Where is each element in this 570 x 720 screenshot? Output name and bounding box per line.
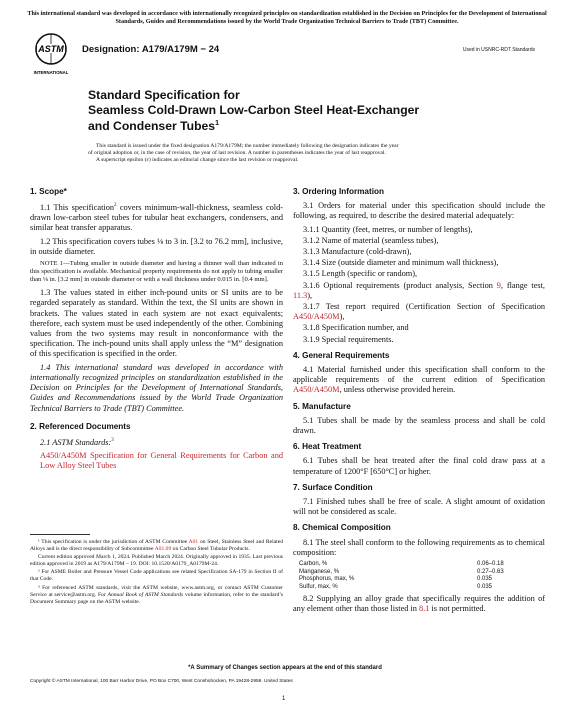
list-item: 3.1.5 Length (specific or random), xyxy=(303,269,418,279)
designation: Designation: A179/A179M − 24 xyxy=(82,44,220,55)
ref-a450-link[interactable]: A450/A450M xyxy=(40,450,87,460)
footnote-1: ¹ This specification is under the jurisdiction of ASTM Committee A01 on Steel, Stainless Steel and Related Alloys and is the direct responsibility of Subcommittee A01.09 on Carbon Steel Tubular Products. xyxy=(30,539,283,553)
para-8-2: 8.2 Supplying an alloy grade that specifically requires the addition of any element other than those listed in 8.1 is not permitted. xyxy=(293,594,545,614)
section-heat-treatment-heading: 6. Heat Treatment xyxy=(293,442,362,452)
section-ordering-heading: 3. Ordering Information xyxy=(293,187,384,196)
para-4-1: 4.1 Material furnished under this specification shall conform to the applicable requirements of the current edition of Specification A450/A450M, unless otherwise provided herein. xyxy=(293,365,545,395)
title-line-2: Seamless Cold-Drawn Low-Carbon Steel Heat-Exchanger xyxy=(88,102,420,117)
footnotes xyxy=(30,539,283,607)
title-line-3: and Condenser Tubes$^1$ xyxy=(88,119,219,134)
section-9-link[interactable]: 9 xyxy=(496,280,501,290)
title-line-1: Standard Specification for xyxy=(88,88,240,102)
para-1-4: 1.4 This international standard was developed in accordance with internationally recognized principles on standardization established in the Decision on Principles for the Development of International Standards, Guides and Recommendations issued by the World Trade Organization Technical Barriers to Trade (TBT) Committee. xyxy=(30,362,283,413)
issuance-note: This standard is issued under the fixed designation A179/A179M; the number immediately following the designation indicates the year of original adoption or, in the case of revision, the year of last revision. A number in parentheses indicates the year of last reapproval. A superscript epsilon (ε) indicates an editorial change since the last revision or reapproval. xyxy=(88,143,399,164)
para-1-3: 1.3 The values stated in either inch-pound units or SI units are to be regarded separately as standard. Within the text, the SI units are shown in brackets. The values stated in each system are not exact equivalents; therefore, each system must be used independently of the other. Combining values from the two systems may result in nonconformance with the specification. The inch-pound units shall apply unless the “M” designation of this specification is specified in the order. xyxy=(30,288,283,359)
table-row: Sulfur, max, % 0.035 xyxy=(299,583,493,590)
used-in-label: Used in USNRC-RDT Standards xyxy=(462,47,535,53)
para-8-1: 8.1 The steel shall conform to the following requirements as to chemical composition: xyxy=(293,537,545,557)
para-3-1-7: 3.1.7 Test report required (Certification Section of Specification A450/A450M), xyxy=(293,302,545,322)
section-referenced-docs-heading: 2. Referenced Documents xyxy=(30,421,131,431)
reference-a450[interactable] xyxy=(30,451,283,471)
section-manufacture-heading: 5. Manufacture xyxy=(293,401,351,411)
footnote-divider xyxy=(30,534,90,535)
table-row: Manganese, % 0.27–0.63 xyxy=(299,568,504,575)
para-3-1-6: 3.1.6 Optional requirements (product analysis, Section 9, flange test, 11.3), xyxy=(293,280,545,300)
footnote-a01-link[interactable]: A01 xyxy=(188,539,199,545)
page-number: 1 xyxy=(282,696,286,702)
list-item: 3.1.2 Name of material (seamless tubes), xyxy=(303,235,439,245)
section-chemical-heading: 8. Chemical Composition xyxy=(293,523,391,533)
logo-text: ASTM xyxy=(38,44,64,54)
note-1: NOTE 1—Tubing smaller in outside diameter and having a thinner wall than indicated in this specification is available. Mechanical property requirements do not apply to tubing smaller than ⅛ in. [3.2 mm] in outside diameter or with a wall thickness under 0.015 in. [0.4 mm]. xyxy=(30,259,283,284)
footnote-1-edition: Current edition approved March 1, 2024. Published March 2024. Originally approved in 1935. Last previous edition approved in 2019 as A179/A179M – 19. DOI: 10.1520/A0179_A0179M-24. xyxy=(30,554,283,568)
wto-notice: This international standard was developed in accordance with internationally recognized principles on standardization established in the Decision on Principles for the Development of International Standards, Guides and Recommendations issued by the World Trade Organization Technical Barriers to Trade (TBT) Committee. xyxy=(27,10,547,25)
para-2-1: 2.1 ASTM Standards:$^3$ xyxy=(40,437,114,447)
list-item: 3.1.4 Size (outside diameter and minimum wall thickness), xyxy=(303,258,499,268)
copyright: Copyright © ASTM International, 100 Barr Harbor Drive, PO Box C700, West Conshohocken, PA 19428-2959. United States xyxy=(30,679,293,684)
table-row: Carbon, % 0.06–0.18 xyxy=(299,561,504,568)
para-6-1: 6.1 Tubes shall be heat treated after the final cold draw pass at a temperature of 1200°F [650°C] or higher. xyxy=(293,456,545,476)
footnote-3: ³ For referenced ASTM standards, visit the ASTM website, www.astm.org, or contact ASTM Customer Service at service@astm.org. For Annual Book of ASTM Standards volume information, refer to the standard’s Document Summary page on the ASTM website. xyxy=(30,584,283,605)
section-11-3-link[interactable]: 11.3 xyxy=(293,290,308,300)
list-item: 3.1.8 Specification number, and xyxy=(303,323,409,333)
document-title xyxy=(88,88,488,134)
logo-subtext: INTERNATIONAL xyxy=(33,70,69,75)
para-1-2: 1.2 This specification covers tubes ⅛ to 3 in. [3.2 to 76.2 mm], inclusive, in outside diameter. xyxy=(30,236,283,256)
para-1-1: 1.1 This specification$^2$ covers minimum-wall-thickness, seamless cold-drawn low-carbon steel tubes for tubular heat exchangers, condensers, and similar heat transfer apparatus. xyxy=(30,202,283,233)
para-3-1: 3.1 Orders for material under this specification should include the following, as required, to describe the desired material adequately: xyxy=(293,201,545,221)
section-scope-heading: 1. Scope* xyxy=(30,187,67,196)
left-column xyxy=(30,187,283,474)
astm-logo xyxy=(28,30,74,78)
para-7-1: 7.1 Finished tubes shall be free of scale. A slight amount of oxidation will not be considered as scale. xyxy=(293,497,545,517)
a450-link[interactable]: A450/A450M xyxy=(293,385,340,395)
footnote-a0109-link[interactable]: A01.09 xyxy=(154,546,172,553)
a450-link[interactable]: A450/A450M xyxy=(293,312,340,322)
section-8-1-link[interactable]: 8.1 xyxy=(419,604,430,614)
section-surface-heading: 7. Surface Condition xyxy=(293,482,373,492)
title-footnote-ref: 1 xyxy=(215,120,219,127)
footnote-2: ² For ASME Boiler and Pressure Vessel Code applications see related Specification SA-179 in Section II of that Code. xyxy=(30,569,283,583)
ref-a450-title[interactable]: Specification for General Requirements for Carbon and Low Alloy Steel Tubes xyxy=(40,450,283,471)
list-item: 3.1.9 Special requirements. xyxy=(303,334,394,344)
section-general-req-heading: 4. General Requirements xyxy=(293,350,390,360)
para-5-1: 5.1 Tubes shall be made by the seamless process and shall be cold drawn. xyxy=(293,415,545,436)
right-column xyxy=(293,187,545,618)
list-item: 3.1.1 Quantity (feet, metres, or number of lengths), xyxy=(303,224,473,234)
chemical-composition-table xyxy=(299,561,537,591)
table-row: Phosphorus, max, % 0.035 xyxy=(299,576,493,583)
list-item: 3.1.3 Manufacture (cold-drawn), xyxy=(303,247,412,257)
summary-of-changes-note: *A Summary of Changes section appears at the end of this standard xyxy=(188,665,382,671)
